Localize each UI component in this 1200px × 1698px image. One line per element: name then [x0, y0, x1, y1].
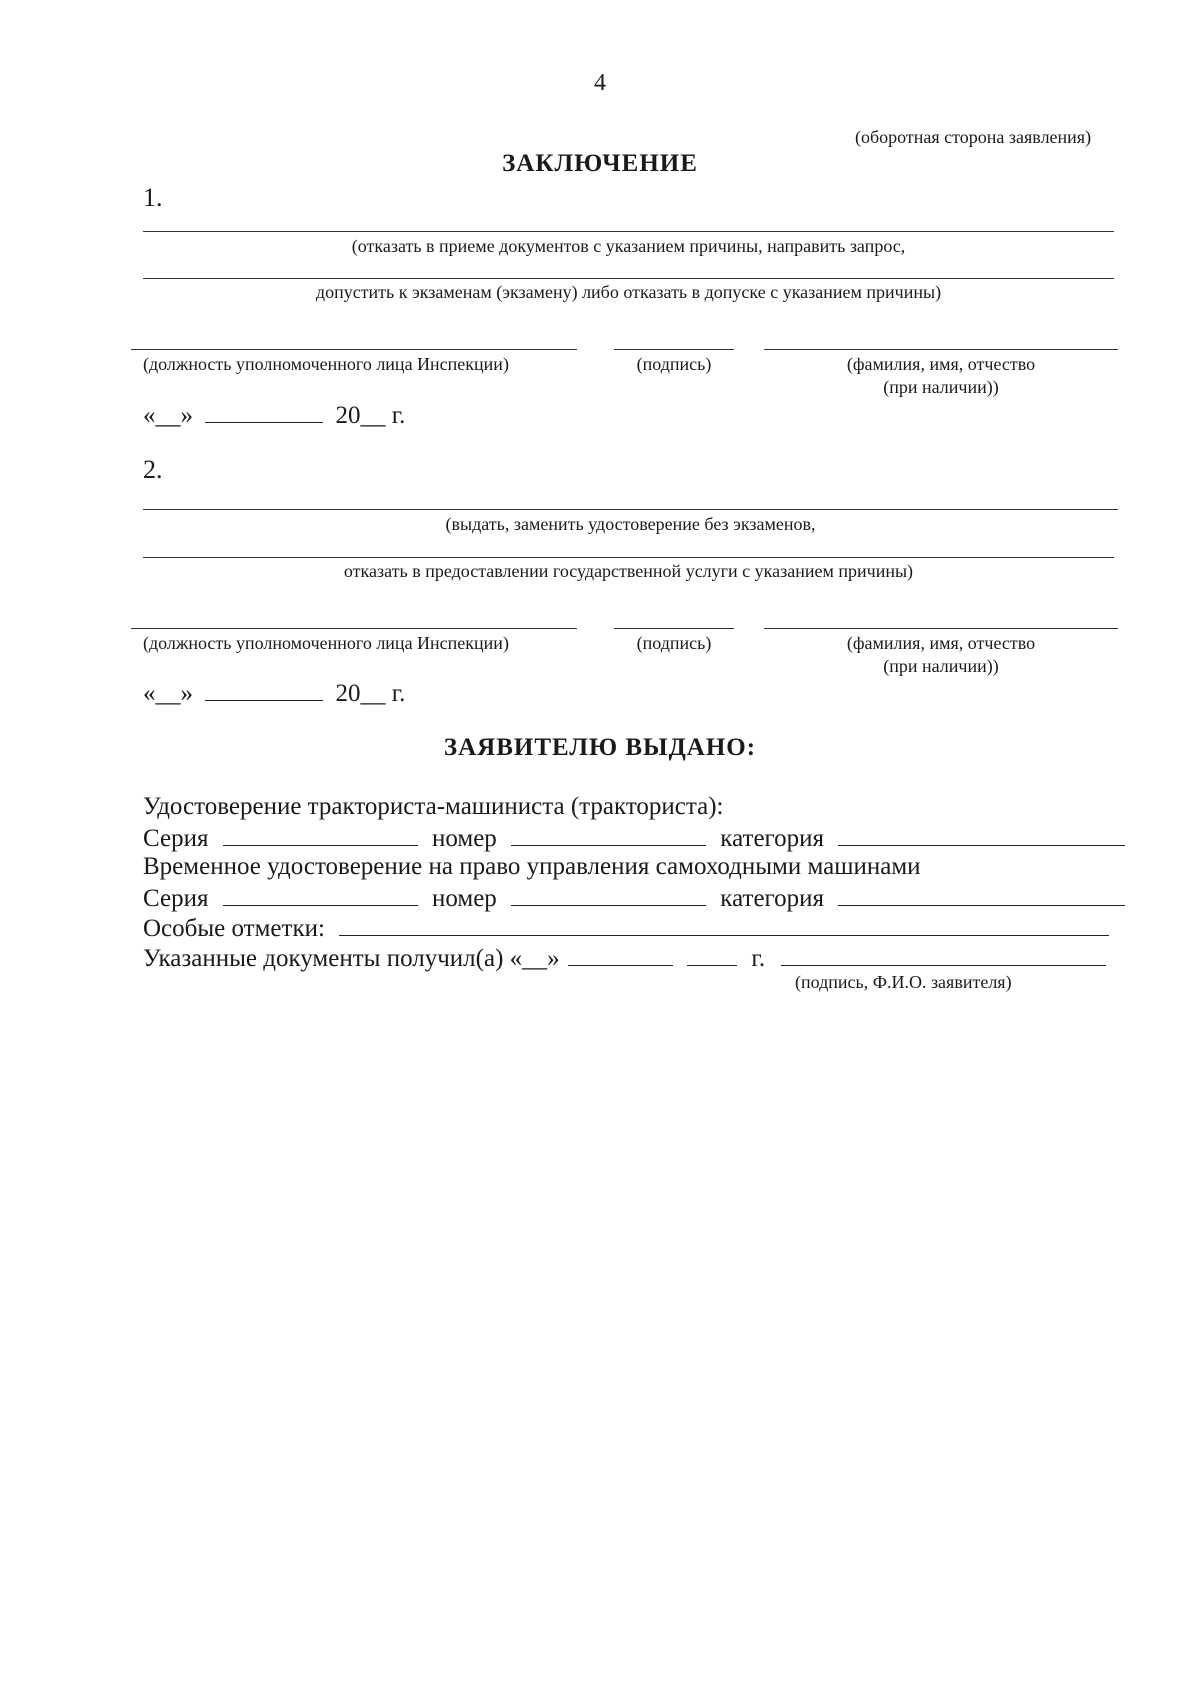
temp-cert-category-label: категория	[720, 885, 825, 912]
item1-date-month-field[interactable]	[205, 400, 323, 423]
item1-line-2[interactable]	[143, 278, 1114, 279]
temp-cert-series-row	[143, 883, 1108, 913]
item2-date-day: «__»	[143, 680, 193, 707]
item2-signature-label: (подпись)	[636, 633, 712, 653]
cert-number-field[interactable]	[511, 823, 706, 846]
cert-number-label: номер	[431, 825, 497, 852]
special-marks-field[interactable]	[339, 913, 1109, 936]
cert-category-label: категория	[720, 825, 825, 852]
item1-date-day: «__»	[143, 402, 193, 429]
item1-hint-line1: (отказать в приеме документов с указанием причины, направить запрос,	[351, 236, 906, 256]
item2-position-line[interactable]	[131, 628, 577, 629]
item1-hint-line2: допустить к экзаменам (экзамену) либо отказать в допуске с указанием причины)	[315, 282, 942, 302]
item2-hint-line1: (выдать, заменить удостоверение без экзаменов,	[445, 514, 816, 534]
item1-signature-label: (подпись)	[636, 354, 712, 374]
item1-name-label-line2: (при наличии))	[883, 377, 999, 397]
received-row	[143, 943, 1106, 973]
item2-line-2[interactable]	[143, 557, 1114, 558]
item2-signature-line[interactable]	[614, 628, 734, 629]
received-year-field[interactable]	[687, 943, 737, 966]
item2-date-year: 20__ г.	[335, 680, 406, 707]
special-marks-row	[143, 913, 1109, 943]
issued-title: ЗАЯВИТЕЛЮ ВЫДАНО:	[443, 734, 757, 761]
item2-line-1[interactable]	[143, 509, 1118, 510]
received-month-field[interactable]	[568, 943, 673, 966]
item2-name-line[interactable]	[764, 628, 1118, 629]
item1-name-line[interactable]	[764, 349, 1118, 350]
temp-cert-number-field[interactable]	[511, 883, 706, 906]
item2-date	[143, 678, 405, 708]
temp-cert-label: Временное удостоверение на право управления самоходными машинами	[143, 853, 921, 880]
cert-series-row	[143, 823, 1108, 853]
received-signature-field[interactable]	[781, 943, 1106, 966]
item1-signature-line[interactable]	[614, 349, 734, 350]
cert-series-label: Серия	[143, 825, 209, 852]
conclusion-title: ЗАКЛЮЧЕНИЕ	[502, 150, 698, 177]
item2-position-label: (должность уполномоченного лица Инспекции)	[143, 633, 509, 653]
header-note: (оборотная сторона заявления)	[855, 127, 1092, 147]
temp-cert-series-label: Серия	[143, 885, 209, 912]
item2-name-label-line1: (фамилия, имя, отчество	[846, 633, 1036, 653]
item1-date	[143, 400, 405, 430]
item1-date-year: 20__ г.	[335, 402, 406, 429]
special-marks-label: Особые отметки:	[143, 915, 325, 942]
item2-hint-line2: отказать в предоставлении государственной услуги с указанием причины)	[343, 561, 914, 581]
item1-position-line[interactable]	[131, 349, 577, 350]
cert-label: Удостоверение тракториста-машиниста (тракториста):	[143, 793, 724, 820]
item1-name-label-line1: (фамилия, имя, отчество	[846, 354, 1036, 374]
received-year-suffix: г.	[751, 945, 766, 972]
item1-position-label: (должность уполномоченного лица Инспекции)	[143, 354, 509, 374]
cert-category-field[interactable]	[838, 823, 1125, 846]
page-number: 4	[594, 70, 606, 96]
temp-cert-category-field[interactable]	[838, 883, 1125, 906]
temp-cert-number-label: номер	[431, 885, 497, 912]
cert-series-field[interactable]	[223, 823, 418, 846]
item2-date-month-field[interactable]	[205, 678, 323, 701]
item2-name-label-line2: (при наличии))	[883, 656, 999, 676]
item1-line-1[interactable]	[143, 231, 1114, 232]
received-signature-caption: (подпись, Ф.И.О. заявителя)	[795, 972, 1012, 992]
item1-number: 1.	[143, 183, 163, 212]
temp-cert-series-field[interactable]	[223, 883, 418, 906]
received-label: Указанные документы получил(а) «__»	[143, 945, 560, 972]
item2-number: 2.	[143, 455, 163, 484]
